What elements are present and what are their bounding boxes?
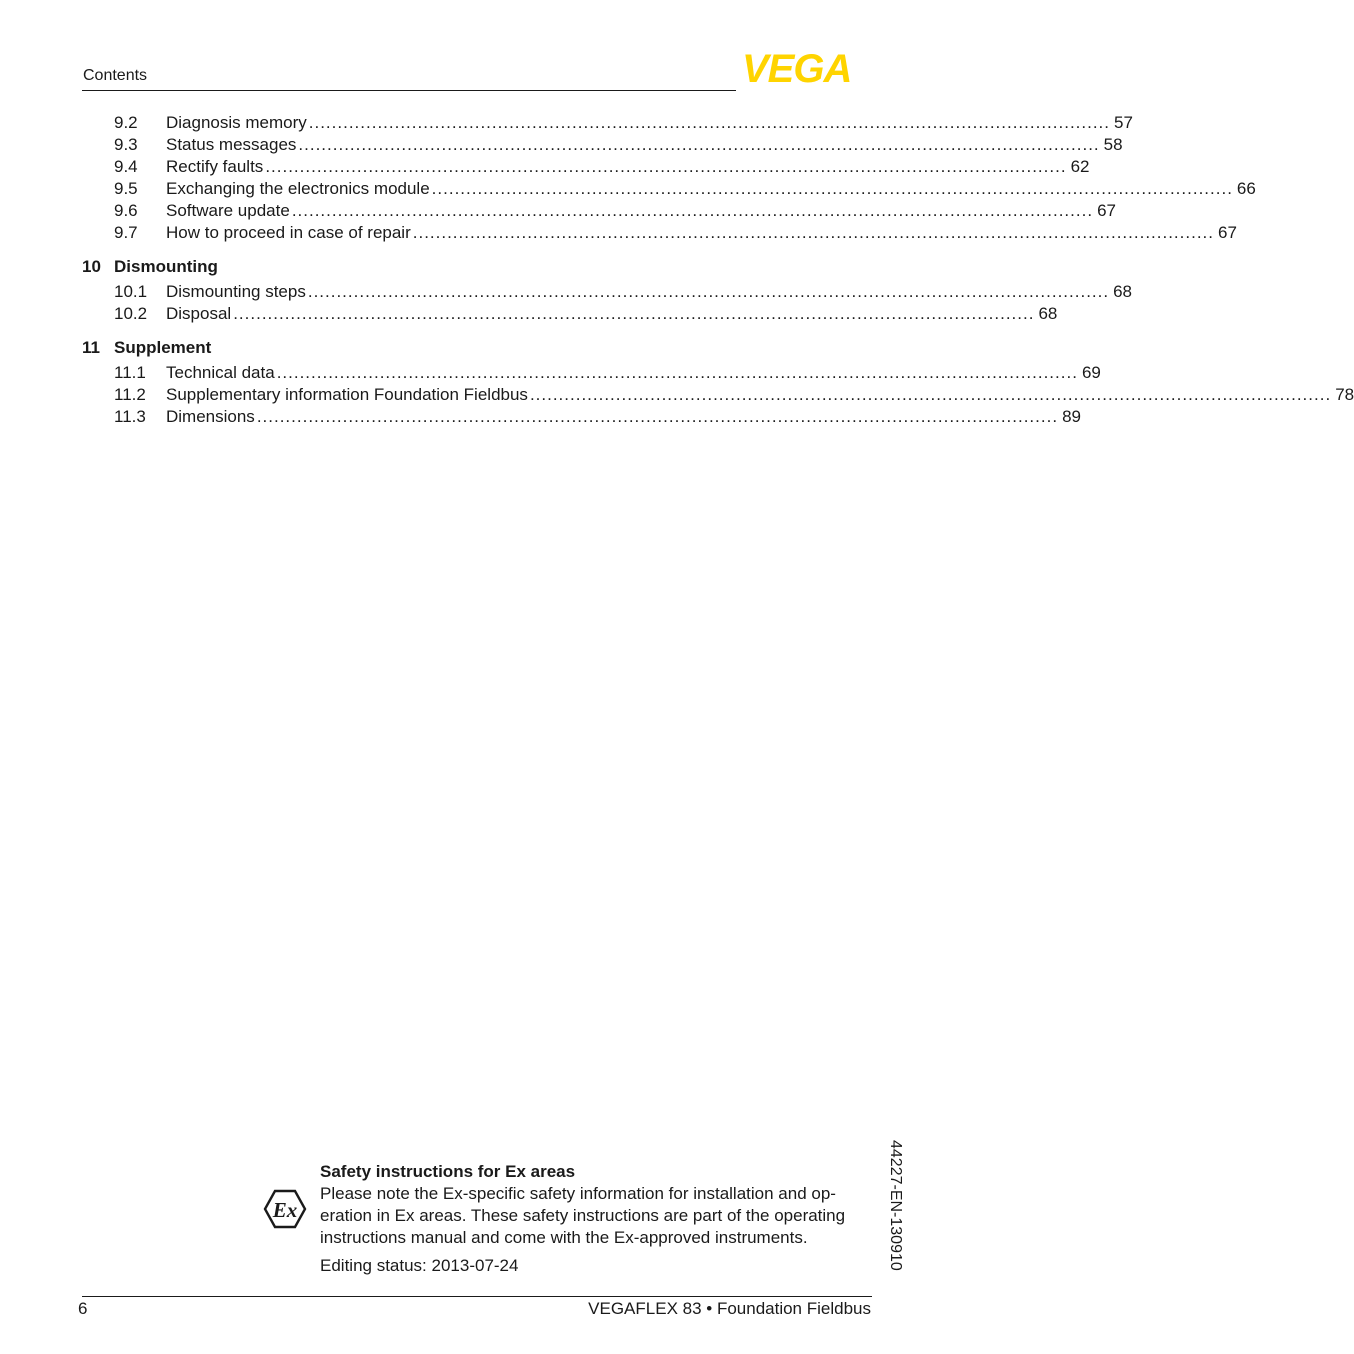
toc-chapter-11[interactable] — [82, 338, 875, 360]
toc-entry-number: 11.3 — [114, 407, 146, 426]
toc-entry-number: 9.5 — [114, 179, 138, 198]
toc-leader-dots: ............................................................................................................................................ — [298, 135, 1100, 154]
toc-entry-9-6[interactable] — [82, 201, 1116, 223]
toc-entry-9-3[interactable] — [82, 135, 1123, 157]
toc-entry-number: 9.6 — [114, 201, 138, 220]
toc-chapter-number: 11 — [82, 338, 100, 357]
toc-leader-dots: ............................................................................................................................................ — [291, 201, 1094, 220]
safety-title: Safety instructions for Ex areas — [320, 1162, 576, 1181]
toc-leader-dots: ............................................................................................................................................ — [412, 223, 1214, 242]
toc-chapter-10[interactable] — [82, 257, 875, 279]
toc-entry-title: Rectify faults — [166, 157, 264, 176]
toc-entry-page: 57 — [1114, 113, 1133, 132]
toc-entry-10-2[interactable] — [82, 304, 1058, 326]
toc-leader-dots: ............................................................................................................................................ — [307, 282, 1110, 301]
toc-leader-dots: ............................................................................................................................................ — [308, 113, 1111, 132]
toc-entry-title: Supplementary information Foundation Fieldbus — [166, 385, 528, 404]
toc-entry-page: 78 — [1335, 385, 1354, 404]
toc-entry-10-1[interactable] — [82, 282, 1133, 304]
toc-entry-page: 67 — [1218, 223, 1237, 242]
toc-entry-number: 9.7 — [114, 223, 138, 242]
toc-entry-9-4[interactable] — [82, 157, 1090, 179]
toc-leader-dots: ............................................................................................................................................ — [276, 363, 1078, 382]
safety-notice — [320, 1161, 880, 1277]
toc-entry-number: 9.2 — [114, 113, 138, 132]
toc-entry-11-1[interactable] — [82, 363, 1101, 385]
toc-entry-title: Disposal — [166, 304, 232, 323]
toc-entry-page: 62 — [1070, 157, 1090, 176]
toc-entry-number: 9.4 — [114, 157, 138, 176]
header-rule — [82, 90, 736, 91]
document-code-vertical — [882, 1140, 904, 1290]
vega-logo — [742, 47, 872, 91]
footer-page-number: 6 — [78, 1299, 88, 1318]
toc-entry-title: Diagnosis memory — [166, 113, 307, 132]
footer-rule — [82, 1296, 872, 1297]
toc-entry-11-2[interactable] — [82, 385, 1354, 407]
toc-entry-title: Software update — [166, 201, 290, 220]
table-of-contents — [82, 113, 1354, 429]
toc-entry-number: 10.2 — [114, 304, 148, 323]
toc-entry-title: Dismounting steps — [166, 282, 306, 301]
toc-entry-page: 69 — [1081, 363, 1101, 382]
toc-chapter-title: Dismounting — [114, 257, 218, 276]
toc-entry-number: 11.1 — [114, 363, 146, 382]
editing-status: Editing status: 2013-07-24 — [320, 1256, 519, 1275]
toc-chapter-number: 10 — [82, 257, 101, 276]
toc-entry-page: 68 — [1038, 304, 1058, 323]
toc-entry-page: 58 — [1103, 135, 1123, 154]
toc-entry-page: 89 — [1062, 407, 1081, 426]
toc-entry-9-7[interactable] — [82, 223, 1237, 245]
toc-entry-title: Status messages — [166, 135, 297, 154]
footer-document-title: VEGAFLEX 83 • Foundation Fieldbus — [588, 1299, 871, 1318]
toc-entry-number: 11.2 — [114, 385, 146, 404]
logo-text: VEGA — [742, 47, 852, 91]
toc-entry-title: How to proceed in case of repair — [166, 223, 411, 242]
toc-entry-title: Dimensions — [166, 407, 255, 426]
toc-entry-number: 9.3 — [114, 135, 138, 154]
ex-icon — [264, 1190, 306, 1228]
document-code: 44227-EN-130910 — [887, 1140, 904, 1271]
header-label: Contents — [83, 67, 148, 84]
safety-body: Please note the Ex-specific safety information for installation and op-eration in Ex areas. These safety instructions are part of the operating instructions manual and come with the Ex-approved instruments. — [320, 1184, 846, 1247]
toc-entry-page: 68 — [1113, 282, 1133, 301]
toc-leader-dots: ............................................................................................................................................ — [265, 157, 1067, 176]
toc-entry-9-5[interactable] — [82, 179, 1256, 201]
toc-entry-title: Technical data — [166, 363, 275, 382]
toc-chapter-title: Supplement — [114, 338, 212, 357]
toc-entry-page: 67 — [1097, 201, 1116, 220]
toc-entry-number: 10.1 — [114, 282, 148, 301]
toc-leader-dots: ............................................................................................................................................ — [256, 407, 1059, 426]
toc-entry-title: Exchanging the electronics module — [166, 179, 430, 198]
toc-entry-page: 66 — [1236, 179, 1256, 198]
toc-leader-dots: ............................................................................................................................................ — [431, 179, 1233, 198]
toc-leader-dots: ............................................................................................................................................ — [233, 304, 1035, 323]
svg-text:Ex: Ex — [272, 1198, 298, 1222]
toc-entry-11-3[interactable] — [82, 407, 1081, 429]
toc-entry-9-2[interactable] — [82, 113, 1133, 135]
toc-leader-dots: ............................................................................................................................................ — [529, 385, 1332, 404]
